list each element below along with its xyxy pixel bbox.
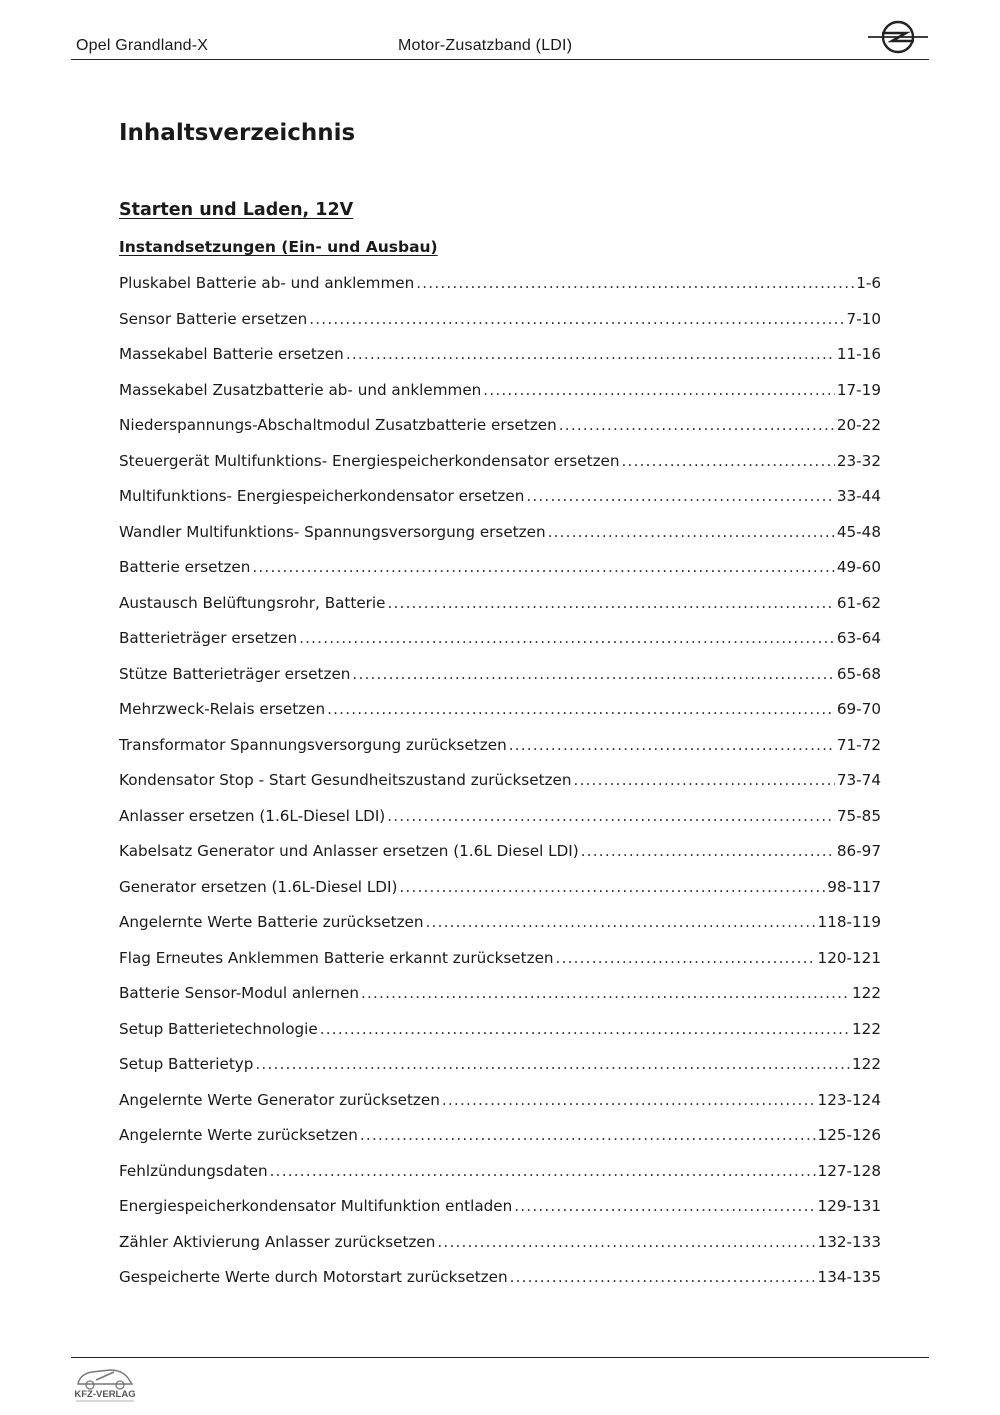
header-document-title: Motor-Zusatzband (LDI) [398, 37, 573, 54]
toc-entry-pages: 86-97 [836, 842, 881, 860]
toc-entry-label: Sensor Batterie ersetzen [119, 309, 308, 328]
toc-entry-label: Angelernte Werte zurücksetzen [119, 1126, 358, 1144]
toc-entry [119, 870, 881, 906]
toc-entry [119, 941, 881, 977]
toc-entry-label: Austausch Belüftungsrohr, Batterie [119, 593, 386, 612]
toc-entry [119, 657, 881, 693]
toc-entry-label: Niederspannungs-Abschaltmodul Zusatzbatterie ersetzen [119, 416, 557, 434]
toc-dot-leader [442, 1083, 816, 1119]
toc-entry [119, 302, 881, 338]
toc-dot-leader [388, 586, 835, 622]
toc-dot-leader [320, 1012, 850, 1048]
toc-entry-label: Batterie Sensor-Modul anlernen [119, 984, 359, 1002]
toc-dot-leader [416, 266, 854, 302]
toc-dot-leader [622, 444, 835, 480]
toc-entry-label: Pluskabel Batterie ab- und anklemmen [119, 274, 415, 292]
toc-entry [119, 373, 881, 409]
toc-entry-label: Fehlzündungsdaten [119, 1161, 268, 1180]
toc-entry [119, 1083, 881, 1119]
toc-entry-pages: 127-128 [817, 1161, 881, 1180]
toc-dot-leader [255, 1047, 850, 1083]
toc-dot-leader [483, 373, 835, 409]
toc-entry [119, 1189, 881, 1225]
toc-entry-pages: 65-68 [836, 664, 881, 683]
kfz-verlag-logo-icon [70, 1360, 140, 1406]
toc-dot-leader [573, 763, 834, 799]
toc-entry [119, 799, 881, 835]
toc-entry-pages: 122 [852, 1019, 881, 1038]
toc-entry-label: Energiespeicherkondensator Multifunktion entladen [119, 1197, 513, 1215]
toc-entry [119, 550, 881, 586]
toc-entry-pages: 118-119 [817, 913, 881, 931]
toc-dot-leader [360, 1118, 816, 1154]
toc-dot-leader [252, 550, 835, 586]
toc-entry-label: Kondensator Stop - Start Gesundheitszustand zurücksetzen [119, 771, 572, 789]
toc-dot-leader [327, 692, 835, 728]
toc-entry-pages: 1-6 [856, 274, 881, 292]
toc-entry [119, 1047, 881, 1083]
toc-entry-label: Batterie ersetzen [119, 558, 251, 576]
toc-entry-pages: 20-22 [836, 416, 881, 434]
toc-entry-label: Setup Batterietechnologie [119, 1019, 318, 1038]
toc-entry-pages: 69-70 [836, 700, 881, 718]
toc-entry-pages: 61-62 [836, 593, 881, 612]
toc-entry [119, 408, 881, 444]
toc-entry-label: Generator ersetzen (1.6L-Diesel LDI) [119, 877, 398, 896]
opel-logo-icon [868, 18, 928, 56]
toc-entry [119, 1154, 881, 1190]
toc-entry [119, 337, 881, 373]
toc-entry-pages: 125-126 [817, 1126, 881, 1144]
toc-dot-leader [509, 728, 835, 764]
toc-entry [119, 1012, 881, 1048]
toc-entry [119, 1118, 881, 1154]
toc-entry [119, 586, 881, 622]
toc-entry-label: Angelernte Werte Generator zurücksetzen [119, 1090, 440, 1109]
toc-entry-label: Angelernte Werte Batterie zurücksetzen [119, 913, 424, 931]
toc-entry-pages: 33-44 [836, 487, 881, 505]
toc-dot-leader [309, 302, 844, 338]
toc-entry-label: Wandler Multifunktions- Spannungsversorgung ersetzen [119, 522, 546, 541]
toc-entry-label: Flag Erneutes Anklemmen Batterie erkannt zurücksetzen [119, 948, 554, 967]
toc-entry-label: Kabelsatz Generator und Anlasser ersetzen (1.6L Diesel LDI) [119, 842, 579, 860]
toc-entry-pages: 7-10 [846, 309, 881, 328]
toc-entry-pages: 98-117 [827, 877, 881, 896]
toc-entry-label: Anlasser ersetzen (1.6L-Diesel LDI) [119, 806, 386, 825]
subsection-heading: Instandsetzungen (Ein- und Ausbau) [119, 238, 438, 256]
toc-entry-pages: 75-85 [836, 806, 881, 825]
toc-entry [119, 976, 881, 1012]
toc-entry-label: Massekabel Batterie ersetzen [119, 345, 344, 363]
toc-dot-leader [526, 479, 835, 515]
page-title: Inhaltsverzeichnis [119, 120, 356, 146]
header-vehicle-name: Opel Grandland-X [76, 37, 209, 54]
toc-entry [119, 621, 881, 657]
toc-dot-leader [361, 976, 850, 1012]
toc-dot-leader [556, 941, 816, 977]
toc-dot-leader [352, 657, 834, 693]
toc-entry-pages: 23-32 [836, 451, 881, 470]
toc-entry-label: Setup Batterietyp [119, 1055, 254, 1073]
toc-entry [119, 1260, 881, 1296]
footer-logo-text: KFZ-VERLAG [74, 1389, 136, 1400]
toc-entry-label: Massekabel Zusatzbatterie ab- und anklemmen [119, 380, 482, 399]
toc-entry-label: Steuergerät Multifunktions- Energiespeicherkondensator ersetzen [119, 451, 620, 470]
footer-divider [71, 1357, 929, 1358]
toc-entry [119, 515, 881, 551]
toc-dot-leader [299, 621, 835, 657]
toc-entry [119, 1225, 881, 1261]
toc-entry [119, 834, 881, 870]
toc-entry [119, 692, 881, 728]
toc-entry-label: Stütze Batterieträger ersetzen [119, 664, 351, 683]
toc-entry-pages: 71-72 [836, 735, 881, 754]
toc-entry-pages: 120-121 [817, 948, 881, 967]
section-heading: Starten und Laden, 12V [119, 200, 354, 220]
toc-entry [119, 266, 881, 302]
toc-entry-pages: 73-74 [836, 771, 881, 789]
toc-dot-leader [548, 515, 835, 551]
toc-dot-leader [437, 1225, 815, 1261]
page-header [71, 26, 929, 60]
toc-dot-leader [426, 905, 816, 941]
toc-entry-pages: 17-19 [836, 380, 881, 399]
toc-entry-label: Multifunktions- Energiespeicherkondensator ersetzen [119, 487, 525, 505]
toc-dot-leader [399, 870, 825, 906]
toc-entry-pages: 129-131 [817, 1197, 881, 1215]
toc-entry [119, 444, 881, 480]
toc-dot-leader [510, 1260, 816, 1296]
toc-entry-label: Gespeicherte Werte durch Motorstart zurücksetzen [119, 1268, 508, 1286]
toc-dot-leader [559, 408, 835, 444]
toc-entry-label: Zähler Aktivierung Anlasser zurücksetzen [119, 1232, 436, 1251]
toc-entry-pages: 132-133 [817, 1232, 881, 1251]
toc-entry-pages: 63-64 [836, 629, 881, 647]
toc-dot-leader [270, 1154, 816, 1190]
toc-entry-pages: 123-124 [817, 1090, 881, 1109]
toc-entry-label: Mehrzweck-Relais ersetzen [119, 700, 326, 718]
toc-entry-pages: 134-135 [817, 1268, 881, 1286]
toc-entry-pages: 11-16 [836, 345, 881, 363]
toc-dot-leader [514, 1189, 815, 1225]
toc-entry-pages: 122 [852, 1055, 881, 1073]
table-of-contents [119, 266, 881, 1296]
toc-dot-leader [581, 834, 835, 870]
toc-entry-pages: 122 [852, 984, 881, 1002]
toc-entry [119, 905, 881, 941]
toc-entry-pages: 45-48 [836, 522, 881, 541]
toc-entry-label: Batterieträger ersetzen [119, 629, 298, 647]
toc-dot-leader [387, 799, 835, 835]
toc-entry-label: Transformator Spannungsversorgung zurücksetzen [119, 735, 507, 754]
toc-entry [119, 763, 881, 799]
toc-entry [119, 479, 881, 515]
toc-entry-pages: 49-60 [836, 558, 881, 576]
toc-entry [119, 728, 881, 764]
toc-dot-leader [346, 337, 835, 373]
